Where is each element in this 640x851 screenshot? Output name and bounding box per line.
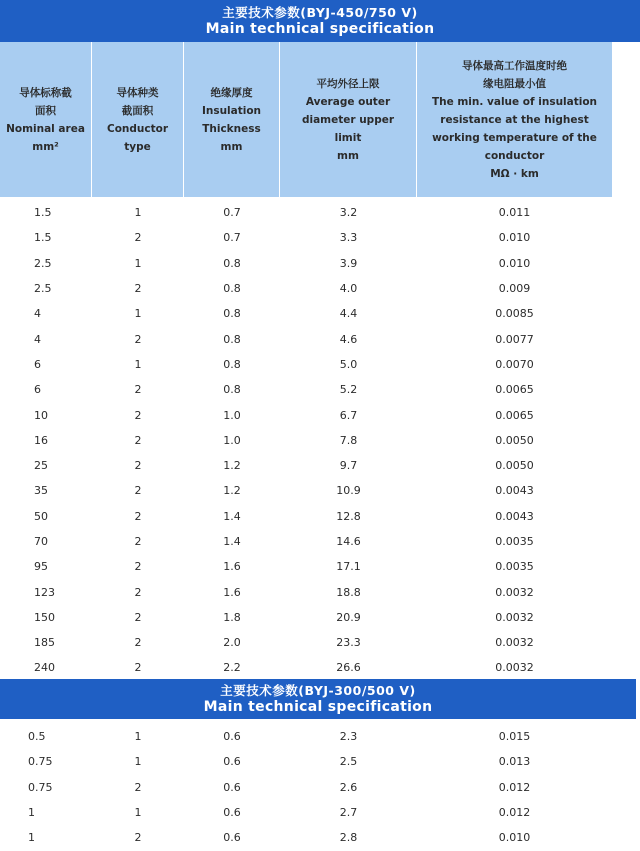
cell-conductor-type: 2 <box>134 535 142 548</box>
header-outer-diameter-zh: 平均外径上限 <box>316 77 380 90</box>
cell-insulation-resistance: 0.0035 <box>495 535 534 548</box>
cell-insulation-thickness: 0.7 <box>223 206 241 220</box>
cell-conductor-type: 1 <box>134 256 142 270</box>
cell-insulation-resistance: 0.010 <box>498 831 531 845</box>
cell-insulation-resistance: 0.013 <box>498 755 531 769</box>
table2-title-zh: 主要技术参数(BYJ-300/500 V) <box>220 683 416 698</box>
cell-nominal-area: 185 <box>34 636 55 650</box>
cell-nominal-area: 1.5 <box>34 206 52 220</box>
table-row <box>0 749 640 774</box>
cell-insulation-thickness: 1.0 <box>223 433 241 447</box>
cell-nominal-area: 50 <box>34 509 48 523</box>
cell-outer-diameter: 4.4 <box>339 307 358 321</box>
cell-insulation-thickness: 1.2 <box>223 484 241 498</box>
header-nominal-area-zh: 导体标称截面积 <box>19 86 72 117</box>
table-row <box>0 529 640 554</box>
cell-insulation-resistance: 0.0085 <box>495 307 534 321</box>
cell-nominal-area: 2.5 <box>34 282 52 296</box>
cell-outer-diameter: 6.7 <box>339 408 358 422</box>
cell-nominal-area: 70 <box>34 535 48 548</box>
cell-conductor-type: 2 <box>134 282 142 296</box>
table-row <box>0 352 640 377</box>
cell-nominal-area: 0.5 <box>28 730 46 744</box>
table-row <box>0 276 640 301</box>
cell-conductor-type: 1 <box>134 730 142 744</box>
table1-title-banner <box>0 0 640 42</box>
cell-outer-diameter: 2.6 <box>339 780 358 794</box>
header-conductor-type-zh: 导体种类截面积 <box>116 86 159 117</box>
header-outer-diameter <box>280 42 417 197</box>
cell-insulation-thickness: 1.2 <box>223 459 241 473</box>
cell-outer-diameter: 5.0 <box>339 357 358 371</box>
cell-outer-diameter: 23.3 <box>336 636 361 650</box>
cell-insulation-resistance: 0.0065 <box>495 408 534 422</box>
cell-insulation-resistance: 0.0035 <box>495 560 534 574</box>
header-insulation-resistance-en: The min. value of insulation resistance at the highest working temperature of the conductor <box>431 95 598 162</box>
cell-insulation-resistance: 0.010 <box>498 231 531 245</box>
table-row <box>0 504 640 529</box>
cell-outer-diameter: 2.8 <box>339 831 358 845</box>
cell-insulation-thickness: 1.8 <box>223 610 241 624</box>
cell-conductor-type: 2 <box>134 459 142 473</box>
cell-nominal-area: 35 <box>34 484 48 498</box>
header-nominal-area <box>0 42 92 197</box>
header-nominal-area-unit: mm² <box>32 140 59 153</box>
cell-insulation-resistance: 0.012 <box>498 806 531 820</box>
cell-insulation-thickness: 1.4 <box>223 509 241 523</box>
cell-conductor-type: 1 <box>134 307 142 321</box>
cell-outer-diameter: 14.6 <box>336 535 361 548</box>
table-row <box>0 453 640 478</box>
cell-insulation-thickness: 0.8 <box>223 332 241 346</box>
cell-conductor-type: 1 <box>134 755 142 769</box>
table-row <box>0 800 640 825</box>
cell-insulation-resistance: 0.0043 <box>495 509 534 523</box>
cell-nominal-area: 16 <box>34 433 48 447</box>
cell-insulation-thickness: 0.8 <box>223 357 241 371</box>
cell-nominal-area: 240 <box>34 661 55 675</box>
table-row <box>0 579 640 604</box>
cell-nominal-area: 4 <box>34 307 41 321</box>
cell-conductor-type: 2 <box>134 484 142 498</box>
table-row <box>0 225 640 250</box>
cell-insulation-thickness: 1.4 <box>223 535 241 548</box>
cell-conductor-type: 2 <box>134 509 142 523</box>
cell-conductor-type: 1 <box>134 806 142 820</box>
cell-outer-diameter: 3.2 <box>339 206 358 220</box>
cell-insulation-thickness: 0.6 <box>223 755 241 769</box>
header-nominal-area-en: Nominal area <box>6 122 85 135</box>
cell-insulation-thickness: 0.8 <box>223 383 241 397</box>
cell-conductor-type: 2 <box>134 831 142 845</box>
cell-insulation-thickness: 0.6 <box>223 780 241 794</box>
table-row <box>0 825 640 850</box>
cell-nominal-area: 1 <box>28 806 35 820</box>
table-row <box>0 478 640 503</box>
cell-nominal-area: 0.75 <box>28 780 53 794</box>
cell-insulation-thickness: 2.0 <box>223 636 241 650</box>
cell-conductor-type: 2 <box>134 332 142 346</box>
cell-conductor-type: 2 <box>134 433 142 447</box>
table-row <box>0 402 640 427</box>
table1-title-en: Main technical specification <box>205 21 435 37</box>
table-row <box>0 630 640 655</box>
header-insulation-thickness <box>184 42 280 197</box>
cell-insulation-resistance: 0.012 <box>498 780 531 794</box>
header-insulation-resistance-unit: MΩ · km <box>490 167 539 180</box>
cell-insulation-thickness: 0.8 <box>223 256 241 270</box>
header-insulation-resistance-zh: 导体最高工作温度时绝缘电阻最小值 <box>462 59 567 90</box>
cell-outer-diameter: 18.8 <box>336 585 361 599</box>
cell-outer-diameter: 3.9 <box>339 256 358 270</box>
table-row <box>0 428 640 453</box>
header-outer-diameter-unit: mm <box>337 149 359 162</box>
cell-insulation-resistance: 0.0032 <box>495 636 534 650</box>
cell-outer-diameter: 26.6 <box>336 661 361 675</box>
cell-conductor-type: 2 <box>134 636 142 650</box>
header-insulation-thickness-en: Insulation Thickness <box>201 104 262 135</box>
cell-outer-diameter: 4.0 <box>339 282 358 296</box>
table-row <box>0 251 640 276</box>
cell-insulation-resistance: 0.009 <box>498 282 531 296</box>
cell-outer-diameter: 9.7 <box>339 459 358 473</box>
table1-title-zh: 主要技术参数(BYJ-450/750 V) <box>222 5 418 20</box>
table-row <box>0 326 640 351</box>
cell-nominal-area: 1.5 <box>34 231 52 245</box>
table-row <box>0 301 640 326</box>
cell-conductor-type: 2 <box>134 661 142 675</box>
table1-body <box>0 200 640 681</box>
cell-insulation-thickness: 0.6 <box>223 831 241 845</box>
cell-nominal-area: 2.5 <box>34 256 52 270</box>
cell-insulation-thickness: 2.2 <box>223 661 241 675</box>
header-conductor-type-en: Conductor type <box>106 122 169 153</box>
cell-conductor-type: 2 <box>134 408 142 422</box>
cell-insulation-resistance: 0.0050 <box>495 459 534 473</box>
cell-outer-diameter: 2.7 <box>339 806 358 820</box>
cell-conductor-type: 2 <box>134 585 142 599</box>
cell-nominal-area: 4 <box>34 332 41 346</box>
cell-insulation-resistance: 0.010 <box>498 256 531 270</box>
cell-nominal-area: 150 <box>34 610 55 624</box>
cell-conductor-type: 2 <box>134 610 142 624</box>
cell-insulation-resistance: 0.0043 <box>495 484 534 498</box>
cell-conductor-type: 1 <box>134 357 142 371</box>
cell-outer-diameter: 3.3 <box>339 231 358 245</box>
header-insulation-resistance <box>417 42 612 197</box>
cell-outer-diameter: 12.8 <box>336 509 361 523</box>
cell-conductor-type: 2 <box>134 231 142 245</box>
cell-nominal-area: 123 <box>34 585 55 599</box>
table2-title-en: Main technical specification <box>203 699 433 715</box>
cell-conductor-type: 1 <box>134 206 142 220</box>
cell-insulation-thickness: 0.8 <box>223 282 241 296</box>
cell-insulation-resistance: 0.0077 <box>495 332 534 346</box>
cell-conductor-type: 2 <box>134 383 142 397</box>
cell-nominal-area: 10 <box>34 408 48 422</box>
header-insulation-thickness-zh: 绝缘厚度 <box>210 86 253 99</box>
cell-insulation-thickness: 0.8 <box>223 307 241 321</box>
table-row <box>0 554 640 579</box>
cell-insulation-resistance: 0.015 <box>498 730 531 744</box>
cell-insulation-resistance: 0.0032 <box>495 585 534 599</box>
cell-insulation-thickness: 1.6 <box>223 560 241 574</box>
table-row <box>0 655 640 680</box>
cell-nominal-area: 1 <box>28 831 35 845</box>
cell-insulation-thickness: 1.6 <box>223 585 241 599</box>
cell-outer-diameter: 4.6 <box>339 332 358 346</box>
table-row <box>0 724 640 749</box>
table2-title-banner <box>0 679 636 719</box>
cell-insulation-resistance: 0.0032 <box>495 661 534 675</box>
header-conductor-type <box>92 42 184 197</box>
cell-insulation-resistance: 0.011 <box>498 206 531 220</box>
cell-outer-diameter: 20.9 <box>336 610 361 624</box>
cell-insulation-thickness: 0.6 <box>223 806 241 820</box>
cell-outer-diameter: 2.3 <box>339 730 358 744</box>
cell-insulation-resistance: 0.0050 <box>495 433 534 447</box>
cell-conductor-type: 2 <box>134 780 142 794</box>
cell-outer-diameter: 7.8 <box>339 433 358 447</box>
cell-nominal-area: 25 <box>34 459 48 473</box>
header-outer-diameter-en: Average outer diameter upper limit <box>301 95 395 144</box>
cell-insulation-thickness: 0.6 <box>223 730 241 744</box>
cell-outer-diameter: 2.5 <box>339 755 358 769</box>
cell-outer-diameter: 10.9 <box>336 484 361 498</box>
cell-nominal-area: 0.75 <box>28 755 53 769</box>
cell-insulation-resistance: 0.0070 <box>495 357 534 371</box>
cell-nominal-area: 95 <box>34 560 48 574</box>
table-row <box>0 605 640 630</box>
cell-nominal-area: 6 <box>34 357 41 371</box>
table-row <box>0 377 640 402</box>
cell-outer-diameter: 5.2 <box>339 383 358 397</box>
table-row <box>0 775 640 800</box>
cell-insulation-thickness: 1.0 <box>223 408 241 422</box>
table2-body <box>0 724 640 850</box>
cell-conductor-type: 2 <box>134 560 142 574</box>
cell-insulation-thickness: 0.7 <box>223 231 241 245</box>
cell-nominal-area: 6 <box>34 383 41 397</box>
cell-insulation-resistance: 0.0065 <box>495 383 534 397</box>
cell-insulation-resistance: 0.0032 <box>495 610 534 624</box>
table-row <box>0 200 640 225</box>
cell-outer-diameter: 17.1 <box>336 560 361 574</box>
header-insulation-thickness-unit: mm <box>220 140 243 153</box>
table1-header <box>0 42 612 197</box>
